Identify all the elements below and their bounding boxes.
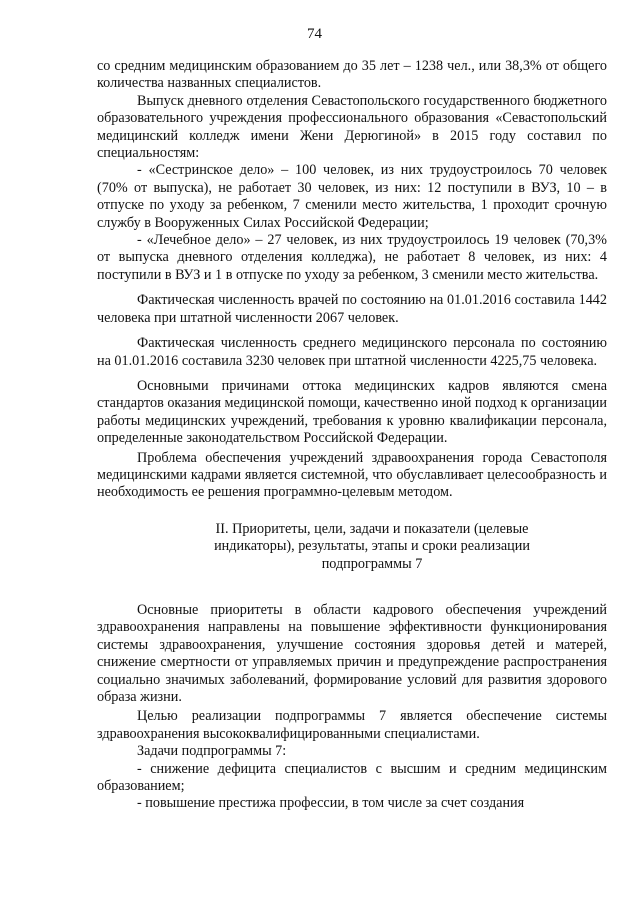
paragraph-priorities: Основные приоритеты в области кадрового обеспечения учреждений здравоохранения направлены на повышение эффективности функционирования системы здравоохранения, улучшение состояния здоровья детей и матерей, снижение смертности от управляемых причин и предупреждение распространения социально значимых заболеваний, формирование условий для развития здорового образа жизни. [97, 601, 607, 705]
paragraph-task-1: - снижение дефицита специалистов с высшим и средним медицинским образованием; [97, 760, 607, 795]
paragraph-continuation: со средним медицинским образованием до 35 лет – 1238 чел., или 38,3% от общего количества названных специалистов. [97, 58, 607, 92]
paragraph-graduation-summary: Выпуск дневного отделения Севастопольского государственного бюджетного образовательного учреждения профессионального образования «Севастопольский медицинский колледж имени Жени Дерюгиной» в 2015 году составил по специальностям: [97, 92, 607, 162]
paragraph-outflow-reasons: Основными причинами оттока медицинских кадров являются смена стандартов оказания медицинской помощи, качественно иной подход к организации работы медицинских учреждений, требования к уровню квалификации персонала, определенные законодательством Российской Федерации. [97, 377, 607, 447]
document-body [97, 58, 607, 813]
section-heading [97, 521, 607, 573]
section-heading-line: II. Приоритеты, цели, задачи и показатели (целевые [215, 520, 529, 537]
page-number: 74 [307, 26, 322, 42]
paragraph-tasks-title: Задачи подпрограммы 7: [137, 743, 287, 760]
section-heading-line: подпрограммы 7 [321, 555, 423, 572]
paragraph-nurses-count: Фактическая численность среднего медицинского персонала по состоянию на 01.01.2016 составила 3230 человек при штатной численности 4225,75 человека. [97, 335, 607, 369]
paragraph-goal: Целью реализации подпрограммы 7 является обеспечение системы здравоохранения высококвалифицированными специалистами. [97, 708, 607, 742]
paragraph-task-2: - повышение престижа профессии, в том числе за счет создания [137, 795, 525, 812]
paragraph-problem: Проблема обеспечения учреждений здравоохранения города Севастополя медицинскими кадрами является системной, что обуславливает целесообразность и необходимость ее решения программно-целевым методом. [97, 449, 607, 501]
paragraph-nursing: - «Сестринское дело» – 100 человек, из них трудоустроилось 70 человек (70% от выпуска), не работает 30 человек, из них: 12 поступили в ВУЗ, 10 – в отпуске по уходу за ребенком, 7 сменили место жительства, 1 проходит срочную службу в Вооруженных Силах Российской Федерации; [97, 162, 607, 231]
paragraph-general-medicine: - «Лечебное дело» – 27 человек, из них трудоустроилось 19 человек (70,3% от выпуска дневного отделения колледжа), не работает 8 человек, из них: 4 поступили в ВУЗ и 1 в отпуске по уходу за ребенком, 3 сменили место жительства. [97, 232, 607, 283]
paragraph-doctors-count: Фактическая численность врачей по состоянию на 01.01.2016 составила 1442 человека при штатной численности 2067 человек. [97, 292, 607, 326]
section-heading-line: индикаторы), результаты, этапы и сроки реализации [214, 538, 530, 555]
